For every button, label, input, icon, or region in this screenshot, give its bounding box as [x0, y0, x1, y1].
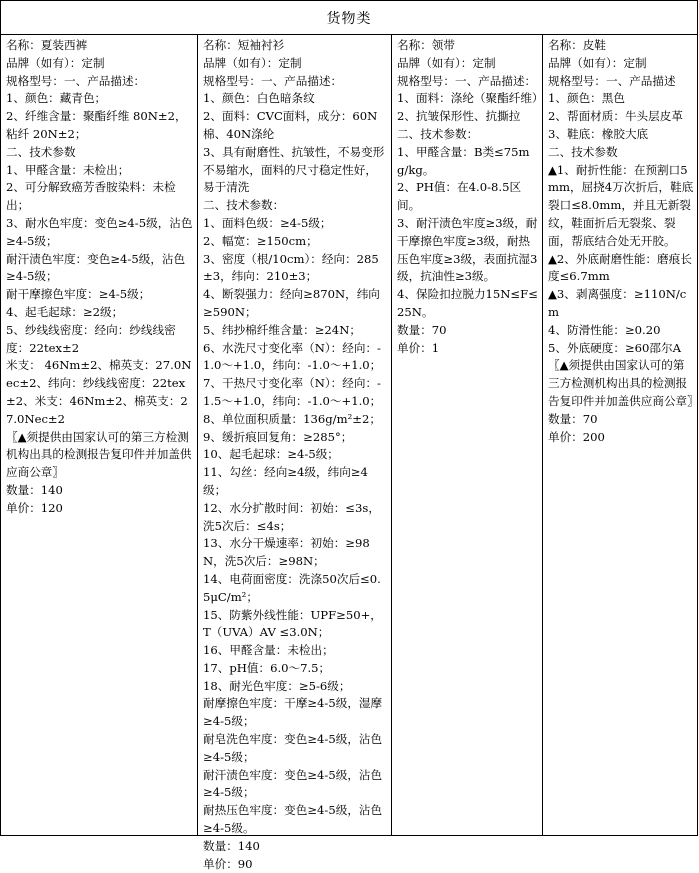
- spec-line: 16、甲醛含量：未检出；: [203, 643, 334, 658]
- goods-cell-tie: [392, 35, 543, 835]
- spec-line: 17、pH值：6.0～7.5；: [203, 660, 331, 675]
- spec-line: 6、水洗尺寸变化率（N）：经向：-1.0～+1.0，纬向：-1.0～+1.0；: [203, 340, 382, 373]
- spec-line: 数量：70: [548, 411, 598, 426]
- spec-line: 1、面料：涤纶（聚酯纤维）: [397, 91, 544, 106]
- spec-line: 15、防紫外线性能：UPF≥50+，T（UVA）AV ≤3.0N；: [203, 607, 382, 640]
- spec-line: 规格型号：一、产品描述：: [203, 73, 343, 88]
- spec-line: ▲2、外底耐磨性能：磨痕长度≤6.7mm: [548, 251, 692, 284]
- spec-line: 耐汗渍色牢度：变色≥4-5级，沾色≥4-5级；: [6, 251, 186, 284]
- spec-line: 3、鞋底：橡胶大底: [548, 126, 649, 141]
- table-title: 货物类: [1, 1, 697, 35]
- spec-line: 3、密度（根/10cm）：经向：285±3，纬向：210±3；: [203, 251, 379, 284]
- spec-line: 2、幅宽：≥150cm；: [203, 233, 318, 248]
- spec-line: 规格型号：一、产品描述：: [397, 73, 537, 88]
- spec-line: 2、可分解致癌芳香胺染料：未检出；: [6, 180, 176, 213]
- goods-cell-shirt: [198, 35, 392, 871]
- spec-line: 2、抗皱保形性、抗撕拉: [397, 109, 521, 124]
- spec-line: 单价：90: [203, 856, 253, 871]
- spec-line: 品牌（如有）：定制: [203, 55, 302, 70]
- spec-line: 14、电荷面密度：洗涤50次后≤0.5μC/m²；: [203, 571, 381, 604]
- spec-line: 单价：120: [6, 500, 63, 515]
- spec-line: 1、面料色级：≥4-5级；: [203, 215, 332, 230]
- spec-line: 〖▲须提供由国家认可的第三方检测机构出具的检测报告复印件并加盖供应商公章〗: [6, 429, 192, 480]
- spec-line: 品牌（如有）：定制: [548, 55, 647, 70]
- spec-line: 名称：领带: [397, 38, 455, 52]
- spec-line: 二、技术参数：: [397, 126, 479, 141]
- spec-line: 二、技术参数: [548, 144, 618, 159]
- goods-cell-trousers: [1, 35, 198, 835]
- spec-line: 5、纬抄棉纤维含量：≥24N；: [203, 322, 361, 337]
- spec-line: 〖▲须提供由国家认可的第三方检测机构出具的检测报告复印件并加盖供应商公章〗: [548, 358, 699, 408]
- spec-line: 2、PH值：在4.0-8.5区间。: [397, 180, 522, 213]
- spec-line: 名称：皮鞋: [548, 38, 606, 52]
- spec-line: 8、单位面积质量：136g/m²±2；: [203, 411, 381, 426]
- spec-line: 二、技术参数：: [203, 198, 285, 213]
- spec-line: 5、外底硬度：≥60邵尔A: [548, 340, 681, 355]
- spec-line: 单价：1: [397, 340, 440, 355]
- spec-line: 1、颜色：藏青色；: [6, 91, 107, 106]
- spec-line: 1、颜色：黑色: [548, 91, 625, 106]
- spec-line: 4、保险扣拉脱力15N≤F≤25N。: [397, 287, 538, 319]
- spec-line: 4、断裂强力：经向≥870N，纬向≥590N；: [203, 287, 380, 319]
- spec-line: 耐摩擦色牢度：干摩≥4-5级，湿摩≥4-5级；: [203, 696, 383, 729]
- spec-line: 3、耐汗渍色牢度≥3级，耐干摩擦色牢度≥3级，耐热压色牢度≥3级，表面抗湿3级，抗油性≥3级。: [397, 215, 538, 284]
- spec-line: 数量：140: [203, 838, 260, 853]
- spec-line: 品牌（如有）：定制: [397, 55, 496, 70]
- spec-line: 9、缓折痕回复角：≥285°；: [203, 429, 353, 444]
- spec-line: 1、甲醛含量：未检出；: [6, 162, 130, 177]
- spec-line: 数量：140: [6, 482, 63, 497]
- spec-line: 规格型号：一、产品描述：: [6, 73, 146, 88]
- spec-line: 单价：200: [548, 429, 605, 444]
- spec-line: 5、纱线线密度：经向：纱线线密度：22tex±2: [6, 322, 176, 355]
- spec-line: 2、面料：CVC面料，成分：60N棉、40N涤纶: [203, 109, 378, 141]
- goods-columns: [1, 35, 699, 871]
- spec-line: 二、技术参数: [6, 144, 76, 159]
- spec-line: 耐汗渍色牢度：变色≥4-5级，沾色≥4-5级；: [203, 767, 383, 800]
- spec-line: 3、具有耐磨性、抗皱性，不易变形不易缩水，面料的尺寸稳定性好，易于清洗: [203, 144, 385, 195]
- spec-line: 规格型号：一、产品描述: [548, 73, 676, 88]
- spec-line: 4、起毛起球：≥2级；: [6, 304, 124, 319]
- spec-line: 12、水分扩散时间：初始：≤3s，洗5次后：≤4s；: [203, 500, 380, 533]
- spec-line: 2、纤维含量：聚酯纤维 80N±2，粘纤 20N±2；: [6, 109, 187, 141]
- spec-line: 4、防滑性能：≥0.20: [548, 322, 661, 337]
- spec-line: 1、甲醛含量：B类≤75mg/kg。: [397, 144, 530, 177]
- spec-line: 数量：70: [397, 322, 447, 337]
- spec-line: 耐干摩擦色牢度：≥4-5级；: [6, 287, 151, 302]
- spec-line: 名称：短袖衬衫: [203, 38, 285, 52]
- spec-line: ▲3、剥离强度：≥110N/cm: [548, 287, 687, 319]
- spec-line: 1、颜色：白色暗条纹: [203, 91, 315, 106]
- spec-line: 10、起毛起球：≥4-5级；: [203, 447, 339, 462]
- spec-line: 13、水分干燥速率：初始：≥98N，洗5次后：≥98N；: [203, 536, 370, 569]
- spec-line: 耐皂洗色牢度：变色≥4-5级，沾色≥4-5级；: [203, 732, 383, 764]
- goods-cell-shoes: [543, 35, 697, 835]
- spec-line: ▲1、耐折性能：在预割口5mm，屈挠4万次折后，鞋底裂口≤8.0mm，并且无新裂纹，鞋面折后无裂浆、裂面，帮底结合处无开胶。: [548, 162, 694, 248]
- spec-line: 耐热压色牢度：变色≥4-5级，沾色≥4-5级。: [203, 803, 383, 836]
- spec-line: 11、勾丝：经向≥4级，纬向≥4级；: [203, 465, 368, 497]
- spec-line: 名称：夏装西裤: [6, 38, 88, 52]
- spec-line: 18、耐光色牢度：≥5-6级；: [203, 678, 351, 693]
- spec-line: 米支： 46Nm±2、棉英支：27.0Nec±2、纬向：纱线线密度：22tex±2、米支：46Nm±2、棉英支：27.0Nec±2: [6, 358, 192, 426]
- spec-line: 7、干热尺寸变化率（N）：经向：-1.5～+1.0，纬向：-1.0～+1.0；: [203, 376, 382, 408]
- spec-line: 品牌（如有）：定制: [6, 55, 105, 70]
- spec-line: 3、耐水色牢度：变色≥4-5级，沾色≥4-5级；: [6, 215, 193, 248]
- spec-line: 2、帮面材质：牛头层皮革: [548, 109, 683, 124]
